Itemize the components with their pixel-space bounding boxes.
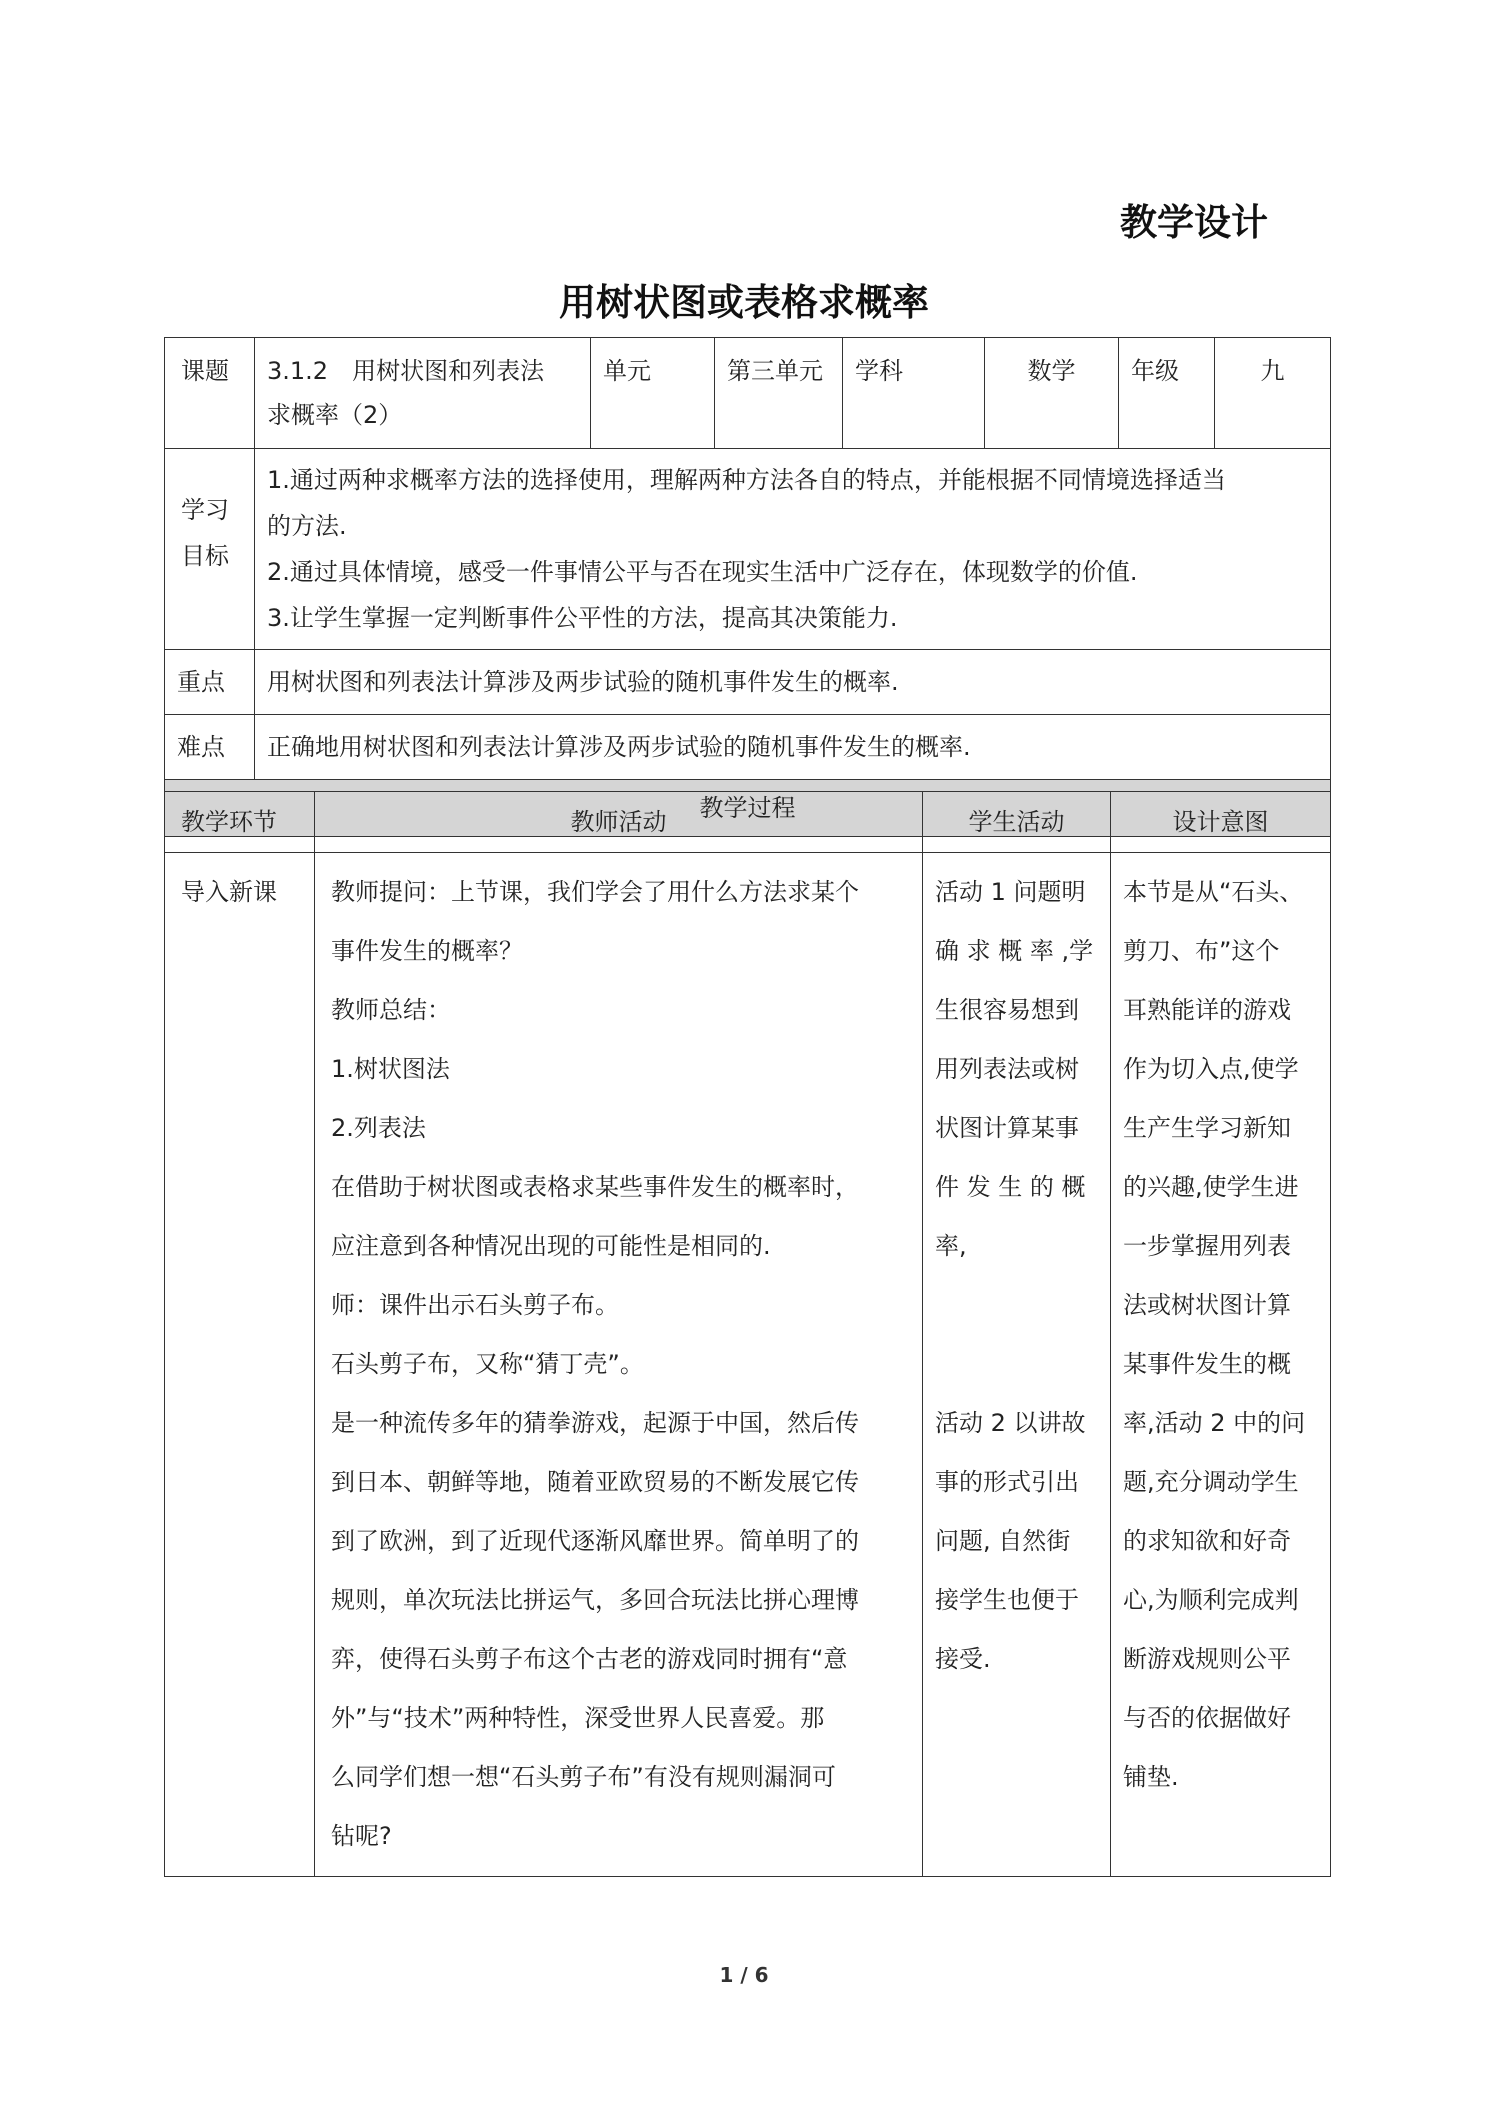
column-header-teacher: 教师活动 — [315, 792, 923, 853]
topic-value-line: 3.1.2 用树状图和列表法 — [267, 357, 545, 385]
design-intent-cell — [1111, 853, 1331, 1877]
teacher-line: 事件发生的概率？ — [331, 937, 523, 965]
objectives-label-line: 学习 — [181, 496, 229, 524]
stage-text: 导入新课 — [181, 878, 277, 906]
objectives-row — [165, 449, 1331, 650]
student-line: 接学生也便于 — [935, 1586, 1079, 1614]
objective-line: 的方法. — [267, 512, 347, 540]
teaching-process-table — [164, 791, 1331, 1877]
objective-line: 2.通过具体情境，感受一件事情公平与否在现实生活中广泛存在，体现数学的价值. — [267, 558, 1138, 586]
difficulty-row — [165, 715, 1331, 780]
design-line: 一步掌握用列表 — [1123, 1232, 1291, 1260]
subject-label: 学科 — [843, 338, 985, 449]
column-header-student: 学生活动 — [923, 792, 1111, 853]
teacher-line: 钻呢? — [331, 1822, 392, 1850]
unit-label: 单元 — [591, 338, 715, 449]
design-line: 本节是从“石头、 — [1123, 878, 1304, 906]
student-line: 用列表法或树 — [935, 1055, 1079, 1083]
student-line: 件 发 生 的 概 — [935, 1173, 1086, 1201]
design-line: 断游戏规则公平 — [1123, 1645, 1291, 1673]
design-line: 心,为顺利完成判 — [1123, 1586, 1299, 1614]
design-line: 作为切入点,使学 — [1123, 1055, 1299, 1083]
design-line: 耳熟能详的游戏 — [1123, 996, 1291, 1024]
teacher-line: 到了欧洲，到了近现代逐渐风靡世界。简单明了的 — [331, 1527, 859, 1555]
objectives-label — [165, 449, 255, 650]
design-line: 题,充分调动学生 — [1123, 1468, 1299, 1496]
design-line: 法或树状图计算 — [1123, 1291, 1291, 1319]
teacher-line: 石头剪子布，又称“猜丁壳”。 — [331, 1350, 644, 1378]
topic-value — [255, 338, 591, 449]
teacher-line: 2.列表法 — [331, 1114, 426, 1142]
design-line: 与否的依据做好 — [1123, 1704, 1291, 1732]
page-header: 教学设计 — [1120, 201, 1268, 244]
design-line: 的求知欲和好奇 — [1123, 1527, 1291, 1555]
subject-value: 数学 — [985, 338, 1119, 449]
grade-label: 年级 — [1119, 338, 1215, 449]
objectives-text — [255, 449, 1331, 650]
column-header-stage: 教学环节 — [165, 792, 315, 853]
spacer — [935, 1276, 1098, 1335]
teacher-line: 弈，使得石头剪子布这个古老的游戏同时拥有“意 — [331, 1645, 848, 1673]
teacher-line: 师：课件出示石头剪子布。 — [331, 1291, 619, 1319]
page-title: 用树状图或表格求概率 — [559, 281, 929, 324]
grade-value: 九 — [1215, 338, 1331, 449]
lesson-info-table — [164, 337, 1331, 837]
stage-cell — [165, 853, 315, 1877]
teacher-activity-cell — [315, 853, 923, 1877]
student-line: 接受. — [935, 1645, 991, 1673]
student-line: 生很容易想到 — [935, 996, 1079, 1024]
student-line: 问题, 自然街 — [935, 1527, 1071, 1555]
teacher-line: 1.树状图法 — [331, 1055, 450, 1083]
objectives-label-line: 目标 — [181, 542, 229, 570]
teacher-line: 外”与“技术”两种特性，深受世界人民喜爱。那 — [331, 1704, 825, 1732]
key-point-row — [165, 650, 1331, 715]
key-point-text: 用树状图和列表法计算涉及两步试验的随机事件发生的概率. — [255, 650, 1331, 715]
objective-line: 1.通过两种求概率方法的选择使用，理解两种方法各自的特点，并能根据不同情境选择适当 — [267, 466, 1226, 494]
process-header-row — [165, 792, 1331, 853]
design-line: 某事件发生的概 — [1123, 1350, 1291, 1378]
difficulty-text: 正确地用树状图和列表法计算涉及两步试验的随机事件发生的概率. — [255, 715, 1331, 780]
teacher-line: 规则，单次玩法比拼运气，多回合玩法比拼心理博 — [331, 1586, 859, 1614]
topic-row — [165, 338, 1331, 449]
unit-value: 第三单元 — [715, 338, 843, 449]
process-row — [165, 853, 1331, 1877]
design-line: 铺垫. — [1123, 1763, 1179, 1791]
teacher-line: 在借助于树状图或表格求某些事件发生的概率时， — [331, 1173, 859, 1201]
student-line: 率, — [935, 1232, 967, 1260]
student-activity-cell — [923, 853, 1111, 1877]
teacher-line: 是一种流传多年的猜拳游戏，起源于中国，然后传 — [331, 1409, 859, 1437]
design-line: 的兴趣,使学生进 — [1123, 1173, 1299, 1201]
difficulty-label: 难点 — [165, 715, 255, 780]
objective-line: 3.让学生掌握一定判断事件公平性的方法，提高其决策能力. — [267, 604, 898, 632]
teacher-line: 么同学们想一想“石头剪子布”有没有规则漏洞可 — [331, 1763, 836, 1791]
topic-value-line: 求概率（2） — [267, 401, 403, 429]
student-line: 状图计算某事 — [935, 1114, 1079, 1142]
column-header-design: 设计意图 — [1111, 792, 1331, 853]
key-point-label: 重点 — [165, 650, 255, 715]
student-line: 事的形式引出 — [935, 1468, 1079, 1496]
teacher-line: 到日本、朝鲜等地，随着亚欧贸易的不断发展它传 — [331, 1468, 859, 1496]
student-line: 确 求 概 率 ,学 — [935, 937, 1094, 965]
teacher-line: 应注意到各种情况出现的可能性是相同的. — [331, 1232, 771, 1260]
topic-label: 课题 — [165, 338, 255, 449]
teacher-line: 教师总结： — [331, 996, 451, 1024]
student-line: 活动 2 以讲故 — [935, 1409, 1086, 1437]
design-line: 率,活动 2 中的问 — [1123, 1409, 1306, 1437]
process-title: 教学过程 — [165, 780, 1331, 837]
design-line: 生产生学习新知 — [1123, 1114, 1291, 1142]
page-number: 1 / 6 — [719, 1963, 769, 1987]
spacer — [935, 1335, 1098, 1394]
teacher-line: 教师提问：上节课，我们学会了用什么方法求某个 — [331, 878, 859, 906]
student-line: 活动 1 问题明 — [935, 878, 1086, 906]
design-line: 剪刀、布”这个 — [1123, 937, 1280, 965]
